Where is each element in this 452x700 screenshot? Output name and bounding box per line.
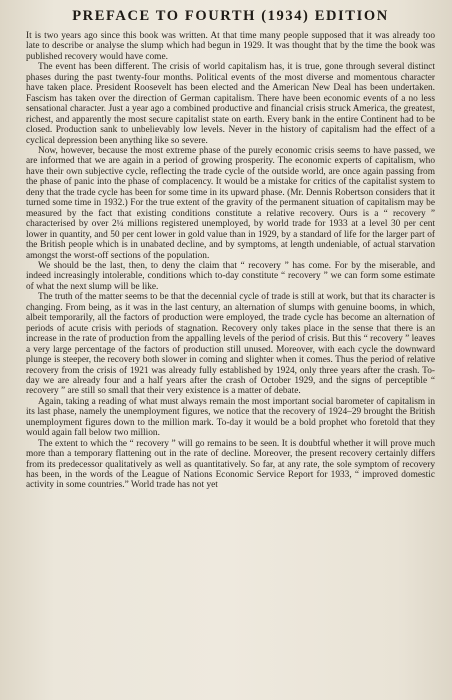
page-heading: PREFACE TO FOURTH (1934) EDITION <box>72 8 389 24</box>
paragraph: Now, however, because the most extreme phase of the purely economic crisis seems to have passed, we are informed that we are again in a period of growing prosperity. The economic experts of capitalism, who have their own subjective cycle, reflecting the trade cycle of the outside world, are once again passing from the phase of panic into the phase of complacency. It would be a mistake for critics of the capitalist system to deny that the trade cycle has been for some time in its upward phase. (Mr. Dennis Robertson considers that it turned some time in 1932.) For the true extent of the gravity of the permanent situation of capitalism may be measured by the fact that existing conditions constitute a relative recovery. Ours is a “ recovery ” characterised by over 2¼ millions registered unemployed, by world trade for 1933 at a level 30 per cent lower in quantity, and 50 per cent lower in gold value than in 1929, by a standard of life for the larger part of the British people which is in unabated decline, and by symptoms, at length undeniable, of actual starvation amongst the worst-off sections of the population. <box>26 145 435 261</box>
paragraph: We should be the last, then, to deny the claim that “ recovery ” has come. For by the miserable, and indeed increasingly intolerable, conditions which to-day constitute “ recovery ” we can form some estimate of what the next slump will be like. <box>26 260 435 292</box>
paragraph: It is two years ago since this book was written. At that time many people supposed that it was already too late to describe or analyse the slump which had begun in 1929. It was thought that by the time the book was published recovery would have come. <box>26 31 435 62</box>
paragraph: Again, taking a reading of what must always remain the most important social barometer of capitalism in its last phase, namely the unemployment figures, we notice that the recovery of 1924–29 brought the British unemployment figures down to the million mark. To-day it would be a bold prophet who foretold that they would again fall below two million. <box>26 396 435 439</box>
paragraph: The event has been different. The crisis of world capitalism has, it is true, gone through several distinct phases during the past twenty-four months. Political events of the most diverse and momentous character have taken place. President Roosevelt has been elected and the American New Deal has been undertaken. Fascism has taken over the direction of German capitalism. There have been economic events of a no less sensational character. Just a year ago a combined productive and financial crisis struck America, the greatest, richest, and apparently the most secure capitalist state on earth. Every bank in the entire Continent had to be closed. Production sank to unbelievably low levels. Never in the history of capitalism had the effect of a cyclical depression been anything like so severe. <box>26 62 435 146</box>
paragraph: The truth of the matter seems to be that the decennial cycle of trade is still at work, but that its character is changing. From being, as it was in the last century, an alternation of slumps with genuine booms, in which, albeit temporarily, all the factors of production were employed, the trade cycle has become an alternation of periods of acute crisis with periods of stagnation. Recovery only takes place in the sense that there is an increase in the rate of production from the appalling levels of the period of crisis. But this “ recovery ” leaves a very large percentage of the factors of production still unused. Moreover, with each cycle the downward plunge is steeper, the recovery both slower in coming and slighter when it comes. Thus the period of relative recovery from the crisis of 1921 was already fully established by 1924, only three years after the crash. To-day we are already four and a half years after the crash of October 1929, and the signs of perceptible “ recovery ” are still so small that their very existence is a matter of debate. <box>26 292 435 397</box>
preface-body <box>26 31 435 491</box>
paragraph: The extent to which the “ recovery ” will go remains to be seen. It is doubtful whether it will prove much more than a temporary flattening out in the rate of decline. Moreover, the present recovery certainly differs from its predecessor qualitatively as well as quantitatively. So far, at any rate, the sole symptom of recovery has been, in the words of the League of Nations Economic Service Report for 1933, “ improved domestic activity in some countries.” World trade has not yet <box>26 438 435 491</box>
